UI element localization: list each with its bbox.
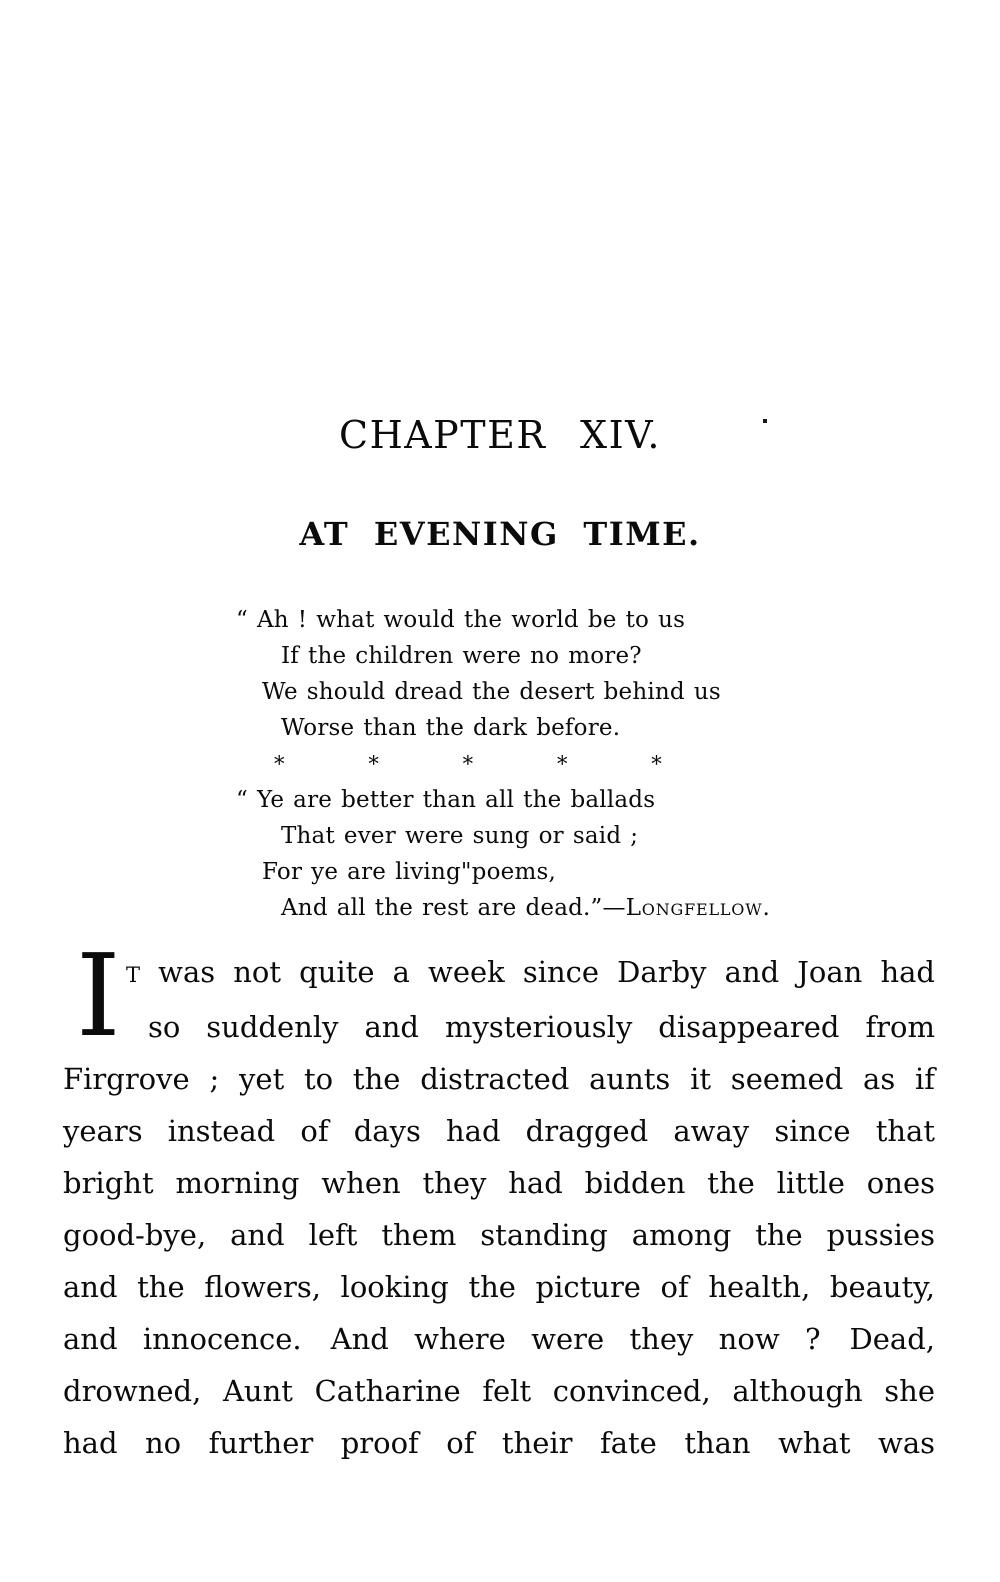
epigraph-line-text: And all the rest are dead.”— bbox=[281, 895, 626, 921]
asterisk: * bbox=[556, 752, 568, 776]
body-line: and the flowers, looking the picture of health, beauty, bbox=[63, 1270, 935, 1304]
body-line: and innocence. And where were they now ? Dead, bbox=[63, 1322, 935, 1356]
print-speck bbox=[763, 419, 767, 423]
body-line: so suddenly and mysteriously disappeared from bbox=[148, 1010, 935, 1044]
epigraph-line: If the children were no more? bbox=[281, 643, 642, 669]
drop-cap: I bbox=[76, 930, 121, 1062]
epigraph-attribution: Longfellow. bbox=[625, 895, 771, 921]
epigraph-line: We should dread the desert behind us bbox=[262, 679, 721, 705]
epigraph-line: For ye are living"poems, bbox=[262, 859, 556, 885]
chapter-heading: CHAPTER XIV. bbox=[339, 413, 661, 457]
epigraph-line: Worse than the dark before. bbox=[281, 715, 621, 741]
epigraph-line: That ever were sung or said ; bbox=[281, 823, 639, 849]
body-paragraph bbox=[63, 930, 935, 1469]
chapter-subtitle: AT EVENING TIME. bbox=[299, 515, 701, 553]
body-line: good-bye, and left them standing among the pussies bbox=[63, 1218, 935, 1252]
body-line: drowned, Aunt Catharine felt convinced, although she bbox=[63, 1374, 935, 1408]
body-line: had no further proof of their fate than what was bbox=[63, 1426, 935, 1460]
stanza-separator bbox=[274, 746, 662, 782]
small-cap-letter: T bbox=[126, 963, 141, 987]
asterisk: * bbox=[368, 752, 380, 776]
body-line: years instead of days had dragged away since that bbox=[63, 1114, 935, 1148]
asterisk: * bbox=[462, 752, 474, 776]
body-line: Firgrove ; yet to the distracted aunts it seemed as if bbox=[63, 1062, 935, 1096]
epigraph-line bbox=[262, 890, 862, 926]
body-line bbox=[63, 946, 935, 1001]
body-line: bright morning when they had bidden the little ones bbox=[63, 1166, 935, 1200]
epigraph-line: “ Ah ! what would the world be to us bbox=[236, 607, 686, 633]
asterisk: * bbox=[651, 752, 662, 776]
body-line-text: was not quite a week since Darby and Joan had bbox=[140, 955, 935, 989]
epigraph bbox=[236, 602, 862, 926]
epigraph-line: “ Ye are better than all the ballads bbox=[236, 787, 656, 813]
asterisk: * bbox=[274, 752, 285, 776]
